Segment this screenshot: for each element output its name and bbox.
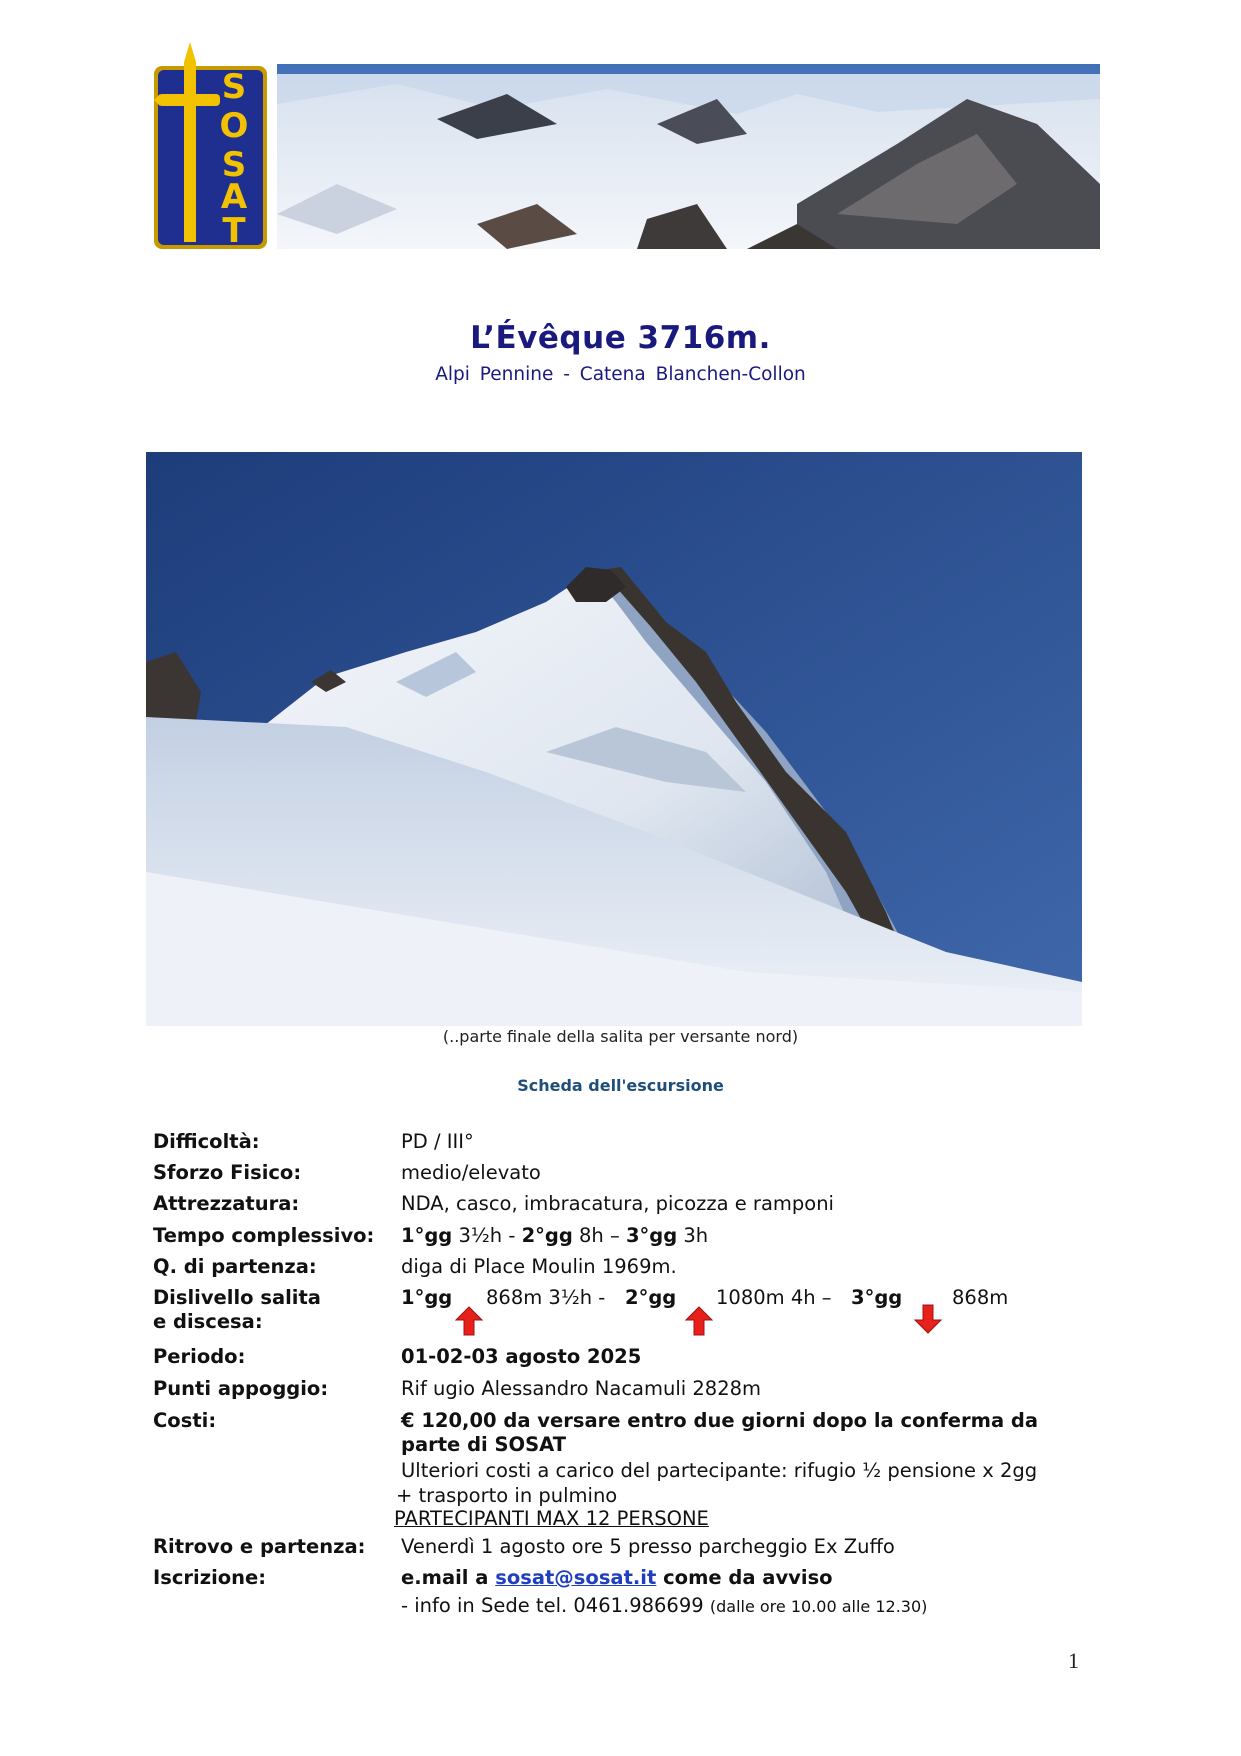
costi-line3: Ulteriori costi a carico del partecipante: rifugio ½ pensione x 2gg (401, 1459, 1038, 1482)
dislivello-label-line2: e discesa: (153, 1310, 263, 1333)
attrezzatura-value: NDA, casco, imbracatura, picozza e ramponi (401, 1192, 834, 1215)
page-number: 1 (1068, 1648, 1079, 1673)
svg-text:S: S (221, 145, 247, 185)
ritrovo-value: Venerdì 1 agosto ore 5 presso parcheggio Ex Zuffo (401, 1535, 895, 1558)
header-mountain-banner (277, 64, 1100, 249)
costi-line2: parte di SOSAT (401, 1433, 567, 1456)
costi-line4: + trasporto in pulmino (396, 1484, 618, 1507)
iscrizione-prefix: e.mail a (401, 1566, 496, 1589)
iscrizione-label: Iscrizione: (153, 1566, 267, 1589)
costi-label: Costi: (153, 1409, 217, 1432)
dislivello-value2: 1080m 4h – (716, 1286, 832, 1309)
tempo-value (401, 1224, 708, 1248)
section-heading: Scheda dell'escursione (517, 1076, 724, 1095)
photo-caption: (..parte finale della salita per versante nord) (442, 1027, 799, 1046)
costi-line1: € 120,00 da versare entro due giorni dopo la conferma da (401, 1409, 1039, 1432)
difficolta-value: PD / III° (401, 1130, 474, 1153)
tempo-day1: 1°gg (401, 1224, 453, 1247)
attrezzatura-label: Attrezzatura: (153, 1192, 300, 1215)
ritrovo-label: Ritrovo e partenza: (153, 1535, 366, 1558)
tempo-label: Tempo complessivo: (153, 1224, 375, 1247)
svg-text:O: O (219, 106, 249, 146)
tempo-day2: 2°gg (521, 1224, 573, 1247)
mountain-photo (146, 452, 1082, 1026)
periodo-value: 01-02-03 agosto 2025 (401, 1345, 642, 1368)
periodo-label: Periodo: (153, 1345, 246, 1368)
dislivello-label-line1: Dislivello salita (153, 1286, 321, 1309)
costi-line5: PARTECIPANTI MAX 12 PERSONE (394, 1507, 709, 1530)
tempo-day3: 3°gg (625, 1224, 678, 1247)
dislivello-day3: 3°gg (851, 1286, 903, 1309)
punti-value: Rif ugio Alessandro Nacamuli 2828m (401, 1377, 762, 1400)
info-phone: - info in Sede tel. 0461.986699 (401, 1594, 710, 1617)
svg-text:S: S (221, 67, 247, 107)
quota-label: Q. di partenza: (153, 1255, 317, 1278)
iscrizione-info (401, 1594, 927, 1619)
arrow-down-icon (914, 1304, 942, 1334)
quota-value: diga di Place Moulin 1969m. (401, 1255, 677, 1278)
tempo-time3: 3h (677, 1224, 709, 1247)
sosat-logo (148, 42, 273, 252)
page-title: L’Évêque 3716m. (470, 320, 771, 356)
svg-text:A: A (220, 177, 248, 217)
punti-label: Punti appoggio: (153, 1377, 329, 1400)
dislivello-day2: 2°gg (625, 1286, 677, 1309)
tempo-time1: 3½h - (452, 1224, 522, 1247)
tempo-time2: 8h – (572, 1224, 626, 1247)
iscrizione-suffix: come da avviso (656, 1566, 833, 1589)
svg-text:T: T (222, 211, 246, 251)
arrow-up-icon (455, 1306, 483, 1336)
dislivello-value3: 868m (952, 1286, 1009, 1309)
dislivello-day1: 1°gg (401, 1286, 453, 1309)
email-link[interactable]: sosat@sosat.it (495, 1566, 657, 1589)
difficolta-label: Difficoltà: (153, 1130, 260, 1153)
page-subtitle: Alpi Pennine - Catena Blanchen-Collon (435, 364, 806, 385)
iscrizione-value (401, 1566, 833, 1590)
sforzo-value: medio/elevato (401, 1161, 541, 1184)
dislivello-value1: 868m 3½h - (486, 1286, 606, 1309)
sforzo-label: Sforzo Fisico: (153, 1161, 302, 1184)
info-hours: (dalle ore 10.00 alle 12.30) (709, 1597, 928, 1616)
arrow-up-icon (685, 1306, 713, 1336)
